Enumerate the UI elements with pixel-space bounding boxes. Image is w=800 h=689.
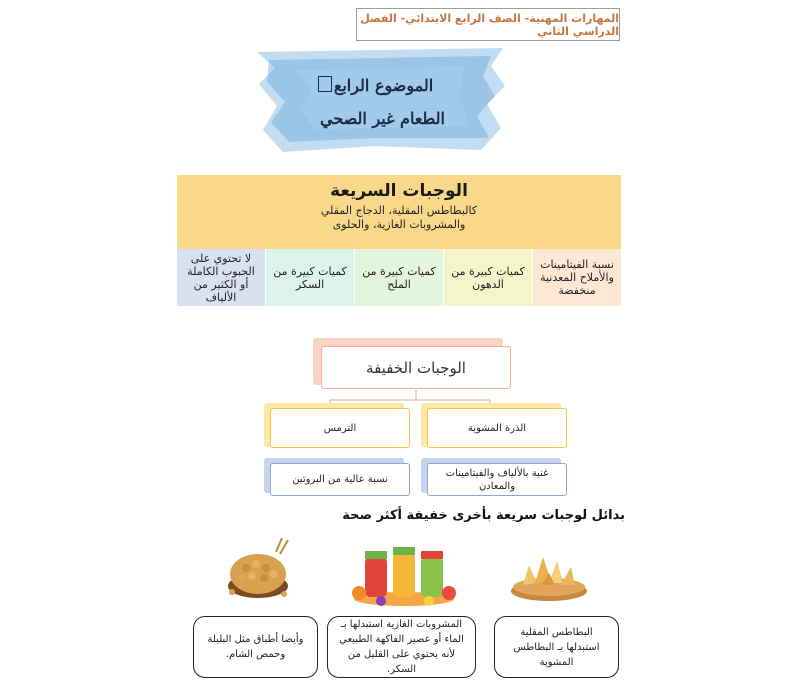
alternative-card-fries	[494, 616, 619, 678]
alternative-text: البطاطس المقلية استبدلها بـ البطاطس المشوية	[513, 626, 600, 668]
topic-title: الطعام غير الصحي	[320, 109, 445, 128]
alternative-card-chickpeas	[193, 616, 318, 678]
snack-detail: غنية بالألياف والفيتامينات والمعادن	[445, 467, 549, 492]
alternatives-heading: بدائل لوجبات سريعة بأخرى خفيفة أكثر صحة	[342, 508, 625, 523]
feature-cell: كميات كبيرة من السكر	[265, 249, 354, 306]
fast-food-examples-2: والمشروبات الغازية، والحلوى	[332, 218, 466, 231]
snack-name: الترمس	[323, 422, 357, 434]
snack-detail-corn	[427, 463, 567, 496]
snack-name: الذرة المشوية	[467, 422, 527, 434]
topic-number: الموضوع الرابع	[333, 76, 434, 95]
snack-item-lupin	[270, 408, 410, 448]
lesson-header-text: المهارات المهنية- الصف الرابع الابتدائي- الفصل الدراسي الثاني	[360, 11, 619, 38]
fast-food-title: الوجبات السريعة	[330, 181, 468, 201]
snack-detail: نسبة عالية من البروتين	[292, 474, 388, 485]
feature-cell: كميات كبيرة من الملح	[354, 249, 443, 306]
chickpeas-bowl-image	[222, 538, 292, 600]
feature-cell: لا تحتوي على الحبوب الكاملة أو الكثير من الألياف	[177, 249, 265, 306]
feature-cell: كميات كبيرة من الدهون	[443, 249, 532, 306]
snacks-root	[321, 346, 511, 389]
fast-food-examples-1: كالبطاطس المقلية، الدجاج المقلي	[320, 204, 478, 217]
alternative-card-drinks	[327, 616, 476, 678]
alternative-text: المشروبات الغازية استبدلها بـ الماء أو عصير الفاكهة الطبيعي لأنه يحتوي على القليل من السكر.	[339, 619, 464, 675]
feature-cell: نسبة الفيتامينات والأملاح المعدنية منخفضة	[532, 249, 621, 306]
snack-detail-lupin	[270, 463, 410, 496]
fries-bowl-image	[505, 543, 593, 605]
fruit-juices-image	[351, 537, 457, 607]
alternative-text: وأيضا أطباق مثل البليلة وحمص الشام.	[207, 634, 304, 660]
snack-item-corn	[427, 408, 567, 448]
snacks-title: الوجبات الخفيفة	[366, 358, 466, 377]
